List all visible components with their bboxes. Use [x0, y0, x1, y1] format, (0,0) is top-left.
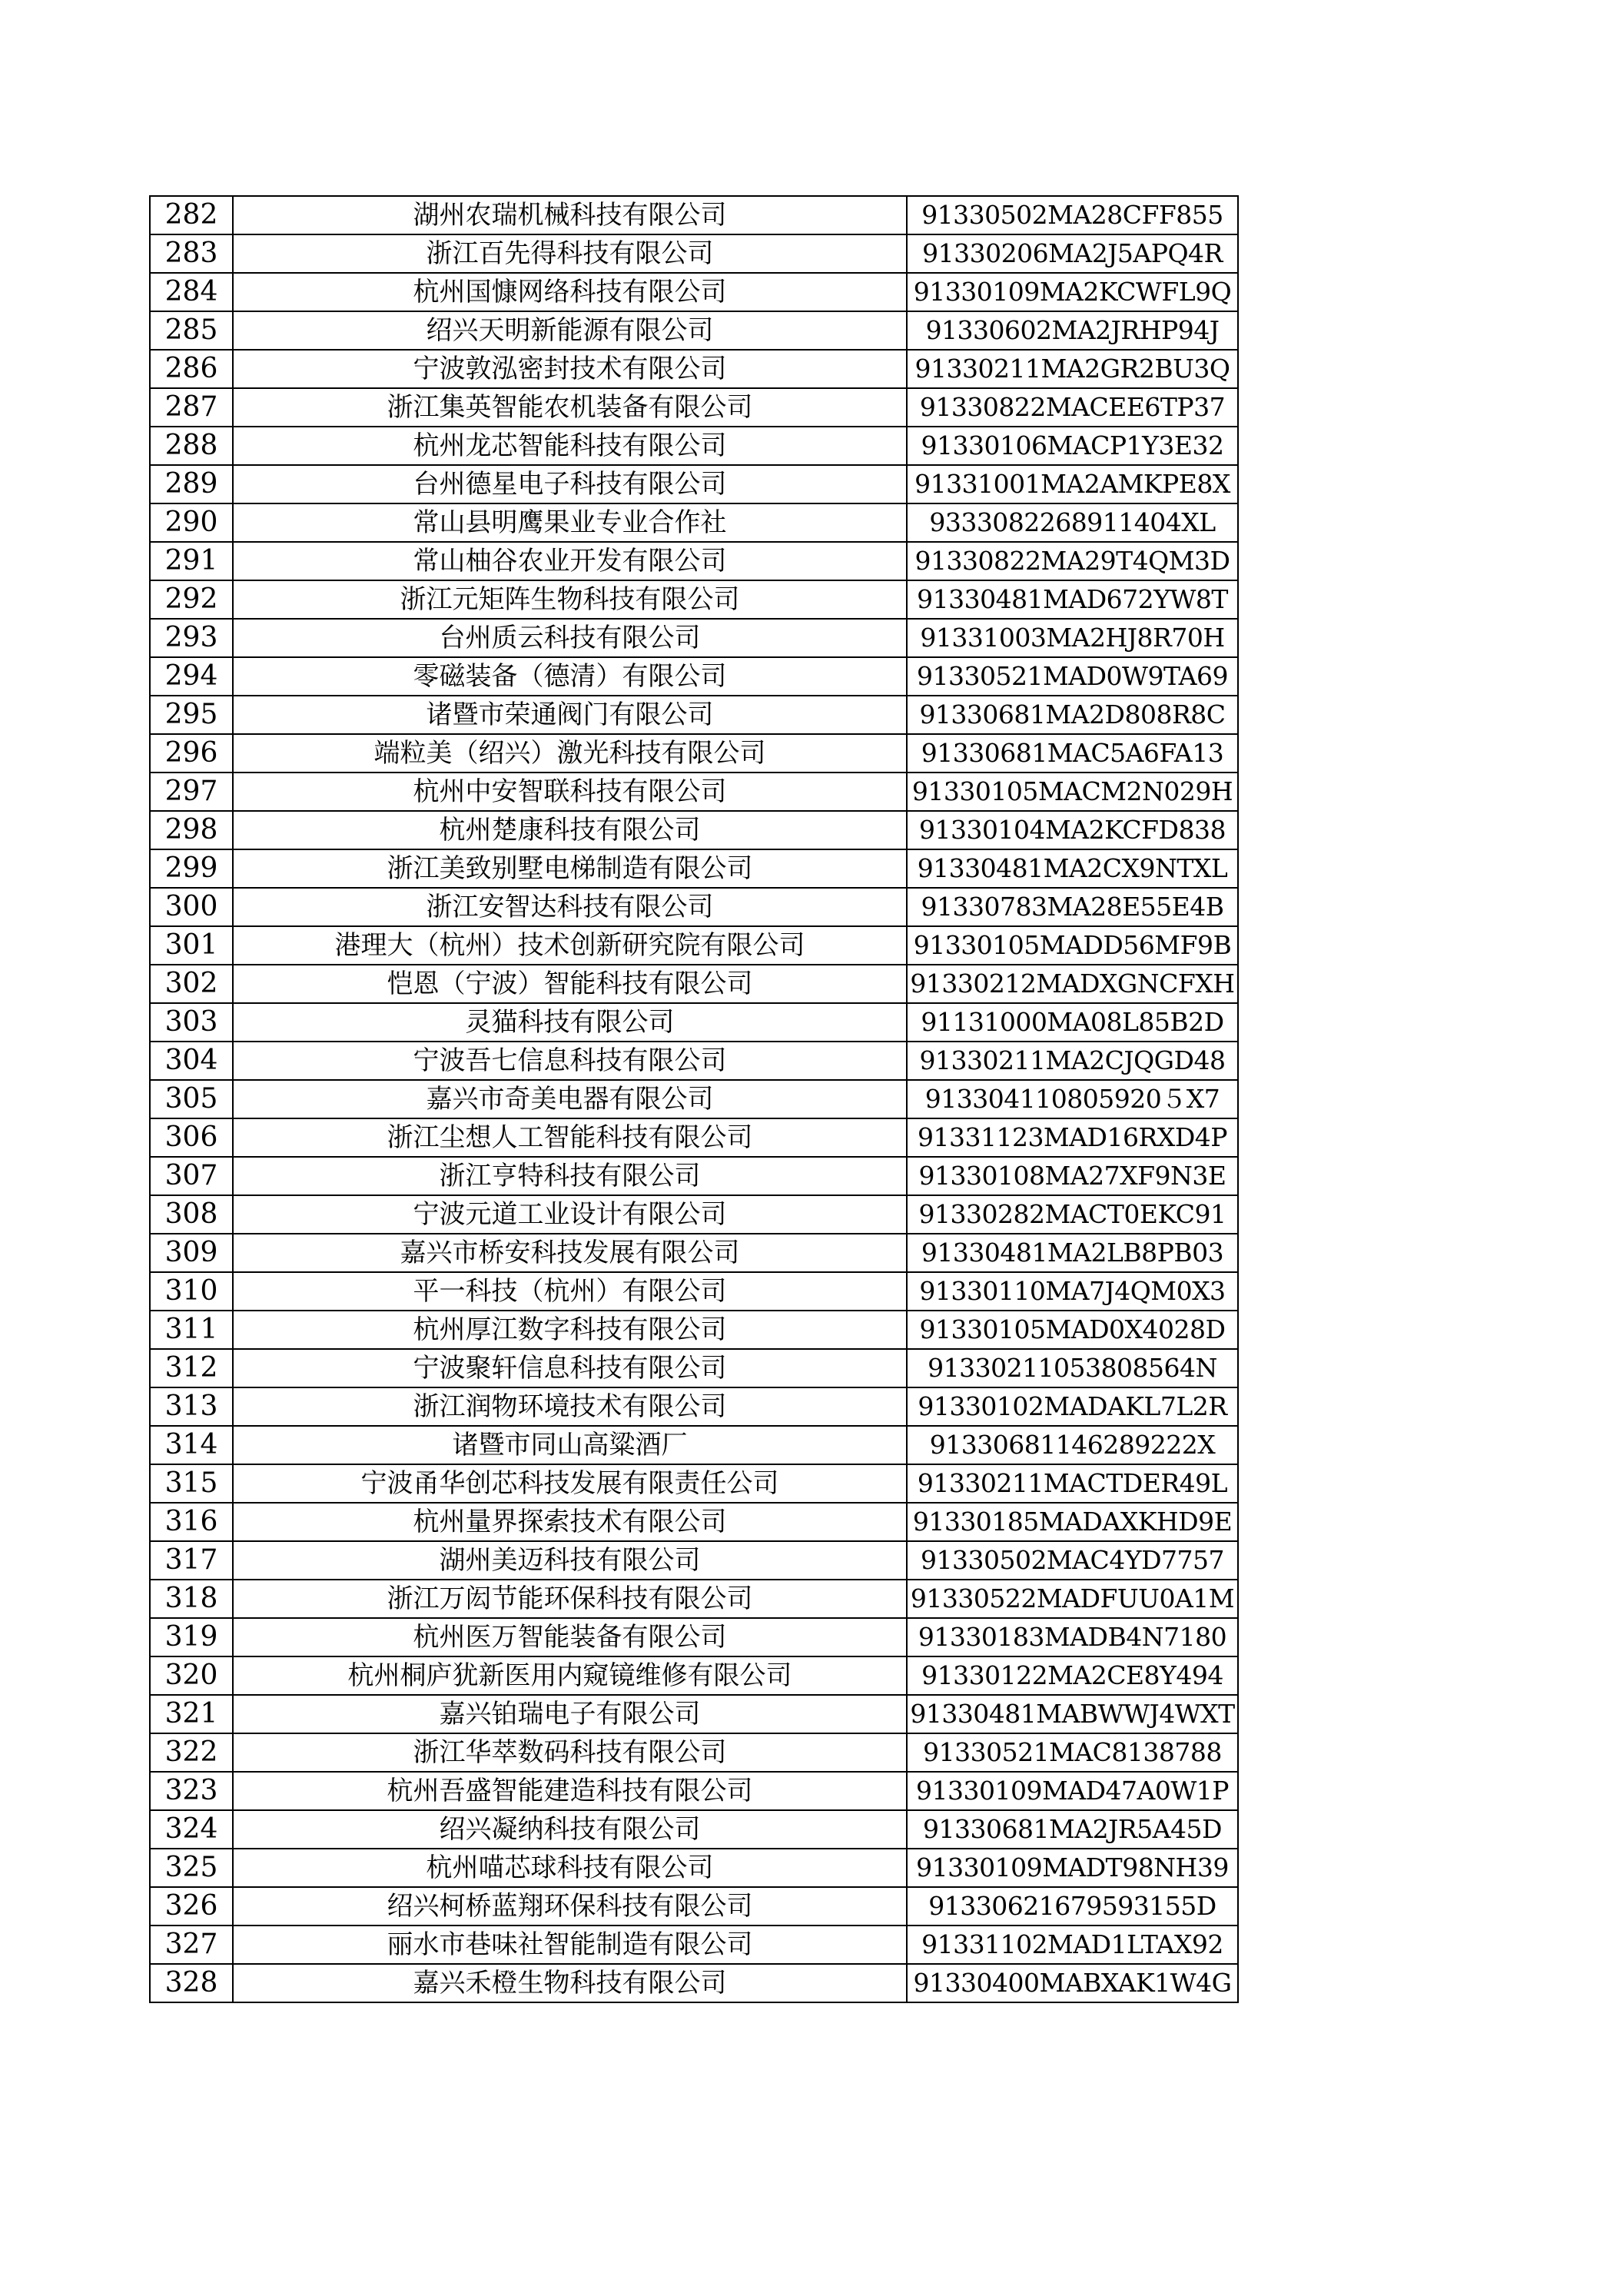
row-number-cell: 308 [150, 1195, 233, 1234]
table-row [150, 311, 1238, 350]
credit-code-cell: 91330185MADAXKHD9E [907, 1503, 1238, 1541]
table-row [150, 1656, 1238, 1695]
credit-code-cell: 91330109MAD47A0W1P [907, 1772, 1238, 1810]
row-number-cell: 299 [150, 849, 233, 888]
credit-code-cell: 91331123MAD16RXD4P [907, 1118, 1238, 1157]
credit-code-cell: 91330110MA7J4QM0X3 [907, 1272, 1238, 1311]
row-number-cell: 302 [150, 965, 233, 1003]
row-number-cell: 301 [150, 926, 233, 965]
table-row [150, 427, 1238, 465]
credit-code-cell: 91330282MACT0EKC91 [907, 1195, 1238, 1234]
row-number-cell: 293 [150, 619, 233, 657]
company-name-cell: 杭州量界探索技术有限公司 [233, 1503, 907, 1541]
row-number-cell: 321 [150, 1695, 233, 1733]
table-row [150, 1772, 1238, 1810]
row-number-cell: 298 [150, 811, 233, 849]
table-row [150, 1426, 1238, 1464]
row-number-cell: 292 [150, 580, 233, 619]
company-name-cell: 台州德星电子科技有限公司 [233, 465, 907, 503]
row-number-cell: 288 [150, 427, 233, 465]
table-row [150, 1195, 1238, 1234]
table-row [150, 542, 1238, 580]
row-number-cell: 315 [150, 1464, 233, 1503]
company-name-cell: 常山柚谷农业开发有限公司 [233, 542, 907, 580]
table-row [150, 1387, 1238, 1426]
company-name-cell: 丽水市巷味社智能制造有限公司 [233, 1926, 907, 1964]
row-number-cell: 327 [150, 1926, 233, 1964]
row-number-cell: 318 [150, 1580, 233, 1618]
row-number-cell: 296 [150, 734, 233, 773]
company-name-cell: 浙江安智达科技有限公司 [233, 888, 907, 926]
company-name-cell: 嘉兴禾橙生物科技有限公司 [233, 1964, 907, 2002]
company-name-cell: 嘉兴铂瑞电子有限公司 [233, 1695, 907, 1733]
table-row [150, 196, 1238, 234]
row-number-cell: 309 [150, 1234, 233, 1272]
credit-code-cell: 91330211MA2CJQGD48 [907, 1042, 1238, 1080]
row-number-cell: 295 [150, 696, 233, 734]
table-row [150, 1849, 1238, 1887]
credit-code-cell: 91330822MACEE6TP37 [907, 388, 1238, 427]
table-row [150, 1580, 1238, 1618]
company-name-cell: 常山县明鹰果业专业合作社 [233, 503, 907, 542]
table-row [150, 965, 1238, 1003]
table-row [150, 1003, 1238, 1042]
credit-code-cell: 91330105MACM2N029H [907, 773, 1238, 811]
company-name-cell: 杭州医万智能装备有限公司 [233, 1618, 907, 1656]
credit-code-cell: 91330521MAD0W9TA69 [907, 657, 1238, 696]
company-name-cell: 浙江百先得科技有限公司 [233, 234, 907, 273]
row-number-cell: 290 [150, 503, 233, 542]
row-number-cell: 316 [150, 1503, 233, 1541]
company-name-cell: 嘉兴市桥安科技发展有限公司 [233, 1234, 907, 1272]
credit-code-cell: 91131000MA08L85B2D [907, 1003, 1238, 1042]
credit-code-cell: 91330183MADB4N7180 [907, 1618, 1238, 1656]
company-name-cell: 诸暨市同山高粱酒厂 [233, 1426, 907, 1464]
credit-code-cell: 91330212MADXGNCFXH [907, 965, 1238, 1003]
credit-code-cell: 91330681MA2D808R8C [907, 696, 1238, 734]
company-name-cell: 浙江美致别墅电梯制造有限公司 [233, 849, 907, 888]
row-number-cell: 307 [150, 1157, 233, 1195]
credit-code-cell: 91330109MADT98NH39 [907, 1849, 1238, 1887]
company-name-cell: 浙江润物环境技术有限公司 [233, 1387, 907, 1426]
company-name-cell: 零磁装备（德清）有限公司 [233, 657, 907, 696]
table-row [150, 234, 1238, 273]
row-number-cell: 289 [150, 465, 233, 503]
table-row [150, 580, 1238, 619]
table-row [150, 1503, 1238, 1541]
company-name-cell: 宁波聚轩信息科技有限公司 [233, 1349, 907, 1387]
table-row [150, 350, 1238, 388]
row-number-cell: 284 [150, 273, 233, 311]
row-number-cell: 325 [150, 1849, 233, 1887]
credit-code-cell: 91330481MABWWJ4WXT [907, 1695, 1238, 1733]
table-row [150, 657, 1238, 696]
credit-code-cell: 91330822MA29T4QM3D [907, 542, 1238, 580]
row-number-cell: 326 [150, 1887, 233, 1926]
company-name-cell: 恺恩（宁波）智能科技有限公司 [233, 965, 907, 1003]
table-row [150, 1541, 1238, 1580]
row-number-cell: 320 [150, 1656, 233, 1695]
credit-code-cell: 91330104MA2KCFD838 [907, 811, 1238, 849]
table-row [150, 1695, 1238, 1733]
table-row [150, 926, 1238, 965]
company-name-cell: 杭州吾盛智能建造科技有限公司 [233, 1772, 907, 1810]
company-name-cell: 宁波甬华创芯科技发展有限责任公司 [233, 1464, 907, 1503]
table-row [150, 1887, 1238, 1926]
row-number-cell: 317 [150, 1541, 233, 1580]
company-name-cell: 宁波敦泓密封技术有限公司 [233, 350, 907, 388]
company-name-cell: 杭州龙芯智能科技有限公司 [233, 427, 907, 465]
table-body [150, 196, 1238, 2002]
credit-code-cell: 91330521MAC8138788 [907, 1733, 1238, 1772]
table-row [150, 1810, 1238, 1849]
company-name-cell: 浙江集英智能农机装备有限公司 [233, 388, 907, 427]
company-name-cell: 灵猫科技有限公司 [233, 1003, 907, 1042]
credit-code-cell: 91331102MAD1LTAX92 [907, 1926, 1238, 1964]
row-number-cell: 291 [150, 542, 233, 580]
company-name-cell: 浙江华萃数码科技有限公司 [233, 1733, 907, 1772]
table-row [150, 1042, 1238, 1080]
credit-code-cell: 91330681MA2JR5A45D [907, 1810, 1238, 1849]
credit-code-cell: 91330211MACTDER49L [907, 1464, 1238, 1503]
credit-code-cell: 91330108MA27XF9N3E [907, 1157, 1238, 1195]
credit-code-cell: 91330109MA2KCWFL9Q [907, 273, 1238, 311]
table-row [150, 1118, 1238, 1157]
row-number-cell: 324 [150, 1810, 233, 1849]
table-row [150, 734, 1238, 773]
row-number-cell: 319 [150, 1618, 233, 1656]
table-row [150, 1311, 1238, 1349]
credit-code-cell: 91330602MA2JRHP94J [907, 311, 1238, 350]
row-number-cell: 314 [150, 1426, 233, 1464]
credit-code-cell: 91330481MA2CX9NTXL [907, 849, 1238, 888]
row-number-cell: 282 [150, 196, 233, 234]
table-row [150, 1234, 1238, 1272]
credit-code-cell: 91330400MABXAK1W4G [907, 1964, 1238, 2002]
company-name-cell: 诸暨市荣通阀门有限公司 [233, 696, 907, 734]
row-number-cell: 311 [150, 1311, 233, 1349]
company-name-cell: 端粒美（绍兴）激光科技有限公司 [233, 734, 907, 773]
row-number-cell: 306 [150, 1118, 233, 1157]
row-number-cell: 323 [150, 1772, 233, 1810]
company-name-cell: 绍兴天明新能源有限公司 [233, 311, 907, 350]
table-row [150, 465, 1238, 503]
row-number-cell: 305 [150, 1080, 233, 1118]
row-number-cell: 328 [150, 1964, 233, 2002]
company-name-cell: 杭州厚江数字科技有限公司 [233, 1311, 907, 1349]
row-number-cell: 294 [150, 657, 233, 696]
company-name-cell: 湖州美迈科技有限公司 [233, 1541, 907, 1580]
row-number-cell: 300 [150, 888, 233, 926]
company-name-cell: 台州质云科技有限公司 [233, 619, 907, 657]
credit-code-cell: 91330106MACP1Y3E32 [907, 427, 1238, 465]
table-row [150, 1733, 1238, 1772]
table-row [150, 1618, 1238, 1656]
credit-code-cell: 9333082268911404XL [907, 503, 1238, 542]
row-number-cell: 297 [150, 773, 233, 811]
credit-code-cell: 91330621679593155D [907, 1887, 1238, 1926]
credit-code-cell: 913304110805920５X7 [907, 1080, 1238, 1118]
company-name-cell: 湖州农瑞机械科技有限公司 [233, 196, 907, 234]
row-number-cell: 322 [150, 1733, 233, 1772]
table-row [150, 773, 1238, 811]
table-row [150, 1926, 1238, 1964]
credit-code-cell: 91330105MAD0X4028D [907, 1311, 1238, 1349]
company-name-cell: 杭州国慷网络科技有限公司 [233, 273, 907, 311]
row-number-cell: 287 [150, 388, 233, 427]
company-list-table [149, 195, 1239, 2003]
table-row [150, 273, 1238, 311]
table-row [150, 1080, 1238, 1118]
credit-code-cell: 91330502MAC4YD7757 [907, 1541, 1238, 1580]
table-row [150, 619, 1238, 657]
row-number-cell: 304 [150, 1042, 233, 1080]
company-name-cell: 杭州楚康科技有限公司 [233, 811, 907, 849]
credit-code-cell: 91330206MA2J5APQ4R [907, 234, 1238, 273]
company-name-cell: 港理大（杭州）技术创新研究院有限公司 [233, 926, 907, 965]
credit-code-cell: 91330481MA2LB8PB03 [907, 1234, 1238, 1272]
row-number-cell: 285 [150, 311, 233, 350]
table-row [150, 1272, 1238, 1311]
company-name-cell: 浙江万闳节能环保科技有限公司 [233, 1580, 907, 1618]
table-row [150, 388, 1238, 427]
table-row [150, 1964, 1238, 2002]
company-name-cell: 嘉兴市奇美电器有限公司 [233, 1080, 907, 1118]
row-number-cell: 313 [150, 1387, 233, 1426]
table-row [150, 811, 1238, 849]
company-name-cell: 绍兴柯桥蓝翔环保科技有限公司 [233, 1887, 907, 1926]
credit-code-cell: 91331001MA2AMKPE8X [907, 465, 1238, 503]
row-number-cell: 303 [150, 1003, 233, 1042]
credit-code-cell: 91330681146289222X [907, 1426, 1238, 1464]
table-row [150, 503, 1238, 542]
credit-code-cell: 91330211MA2GR2BU3Q [907, 350, 1238, 388]
row-number-cell: 310 [150, 1272, 233, 1311]
company-name-cell: 浙江元矩阵生物科技有限公司 [233, 580, 907, 619]
credit-code-cell: 91330681MAC5A6FA13 [907, 734, 1238, 773]
table-row [150, 696, 1238, 734]
company-name-cell: 绍兴凝纳科技有限公司 [233, 1810, 907, 1849]
row-number-cell: 286 [150, 350, 233, 388]
company-name-cell: 浙江亨特科技有限公司 [233, 1157, 907, 1195]
company-name-cell: 杭州中安智联科技有限公司 [233, 773, 907, 811]
row-number-cell: 312 [150, 1349, 233, 1387]
credit-code-cell: 91330122MA2CE8Y494 [907, 1656, 1238, 1695]
credit-code-cell: 91330105MADD56MF9B [907, 926, 1238, 965]
credit-code-cell: 91330502MA28CFF855 [907, 196, 1238, 234]
credit-code-cell: 91330522MADFUU0A1M [907, 1580, 1238, 1618]
table-row [150, 1464, 1238, 1503]
table-row [150, 1349, 1238, 1387]
company-name-cell: 杭州桐庐犹新医用内窥镜维修有限公司 [233, 1656, 907, 1695]
table-row [150, 888, 1238, 926]
company-name-cell: 杭州喵芯球科技有限公司 [233, 1849, 907, 1887]
company-name-cell: 浙江尘想人工智能科技有限公司 [233, 1118, 907, 1157]
row-number-cell: 283 [150, 234, 233, 273]
credit-code-cell: 91331003MA2HJ8R70H [907, 619, 1238, 657]
credit-code-cell: 91330783MA28E55E4B [907, 888, 1238, 926]
credit-code-cell: 91330102MADAKL7L2R [907, 1387, 1238, 1426]
company-name-cell: 宁波元道工业设计有限公司 [233, 1195, 907, 1234]
company-name-cell: 平一科技（杭州）有限公司 [233, 1272, 907, 1311]
company-name-cell: 宁波吾七信息科技有限公司 [233, 1042, 907, 1080]
table-row [150, 1157, 1238, 1195]
table-row [150, 849, 1238, 888]
credit-code-cell: 91330211053808564N [907, 1349, 1238, 1387]
credit-code-cell: 91330481MAD672YW8T [907, 580, 1238, 619]
